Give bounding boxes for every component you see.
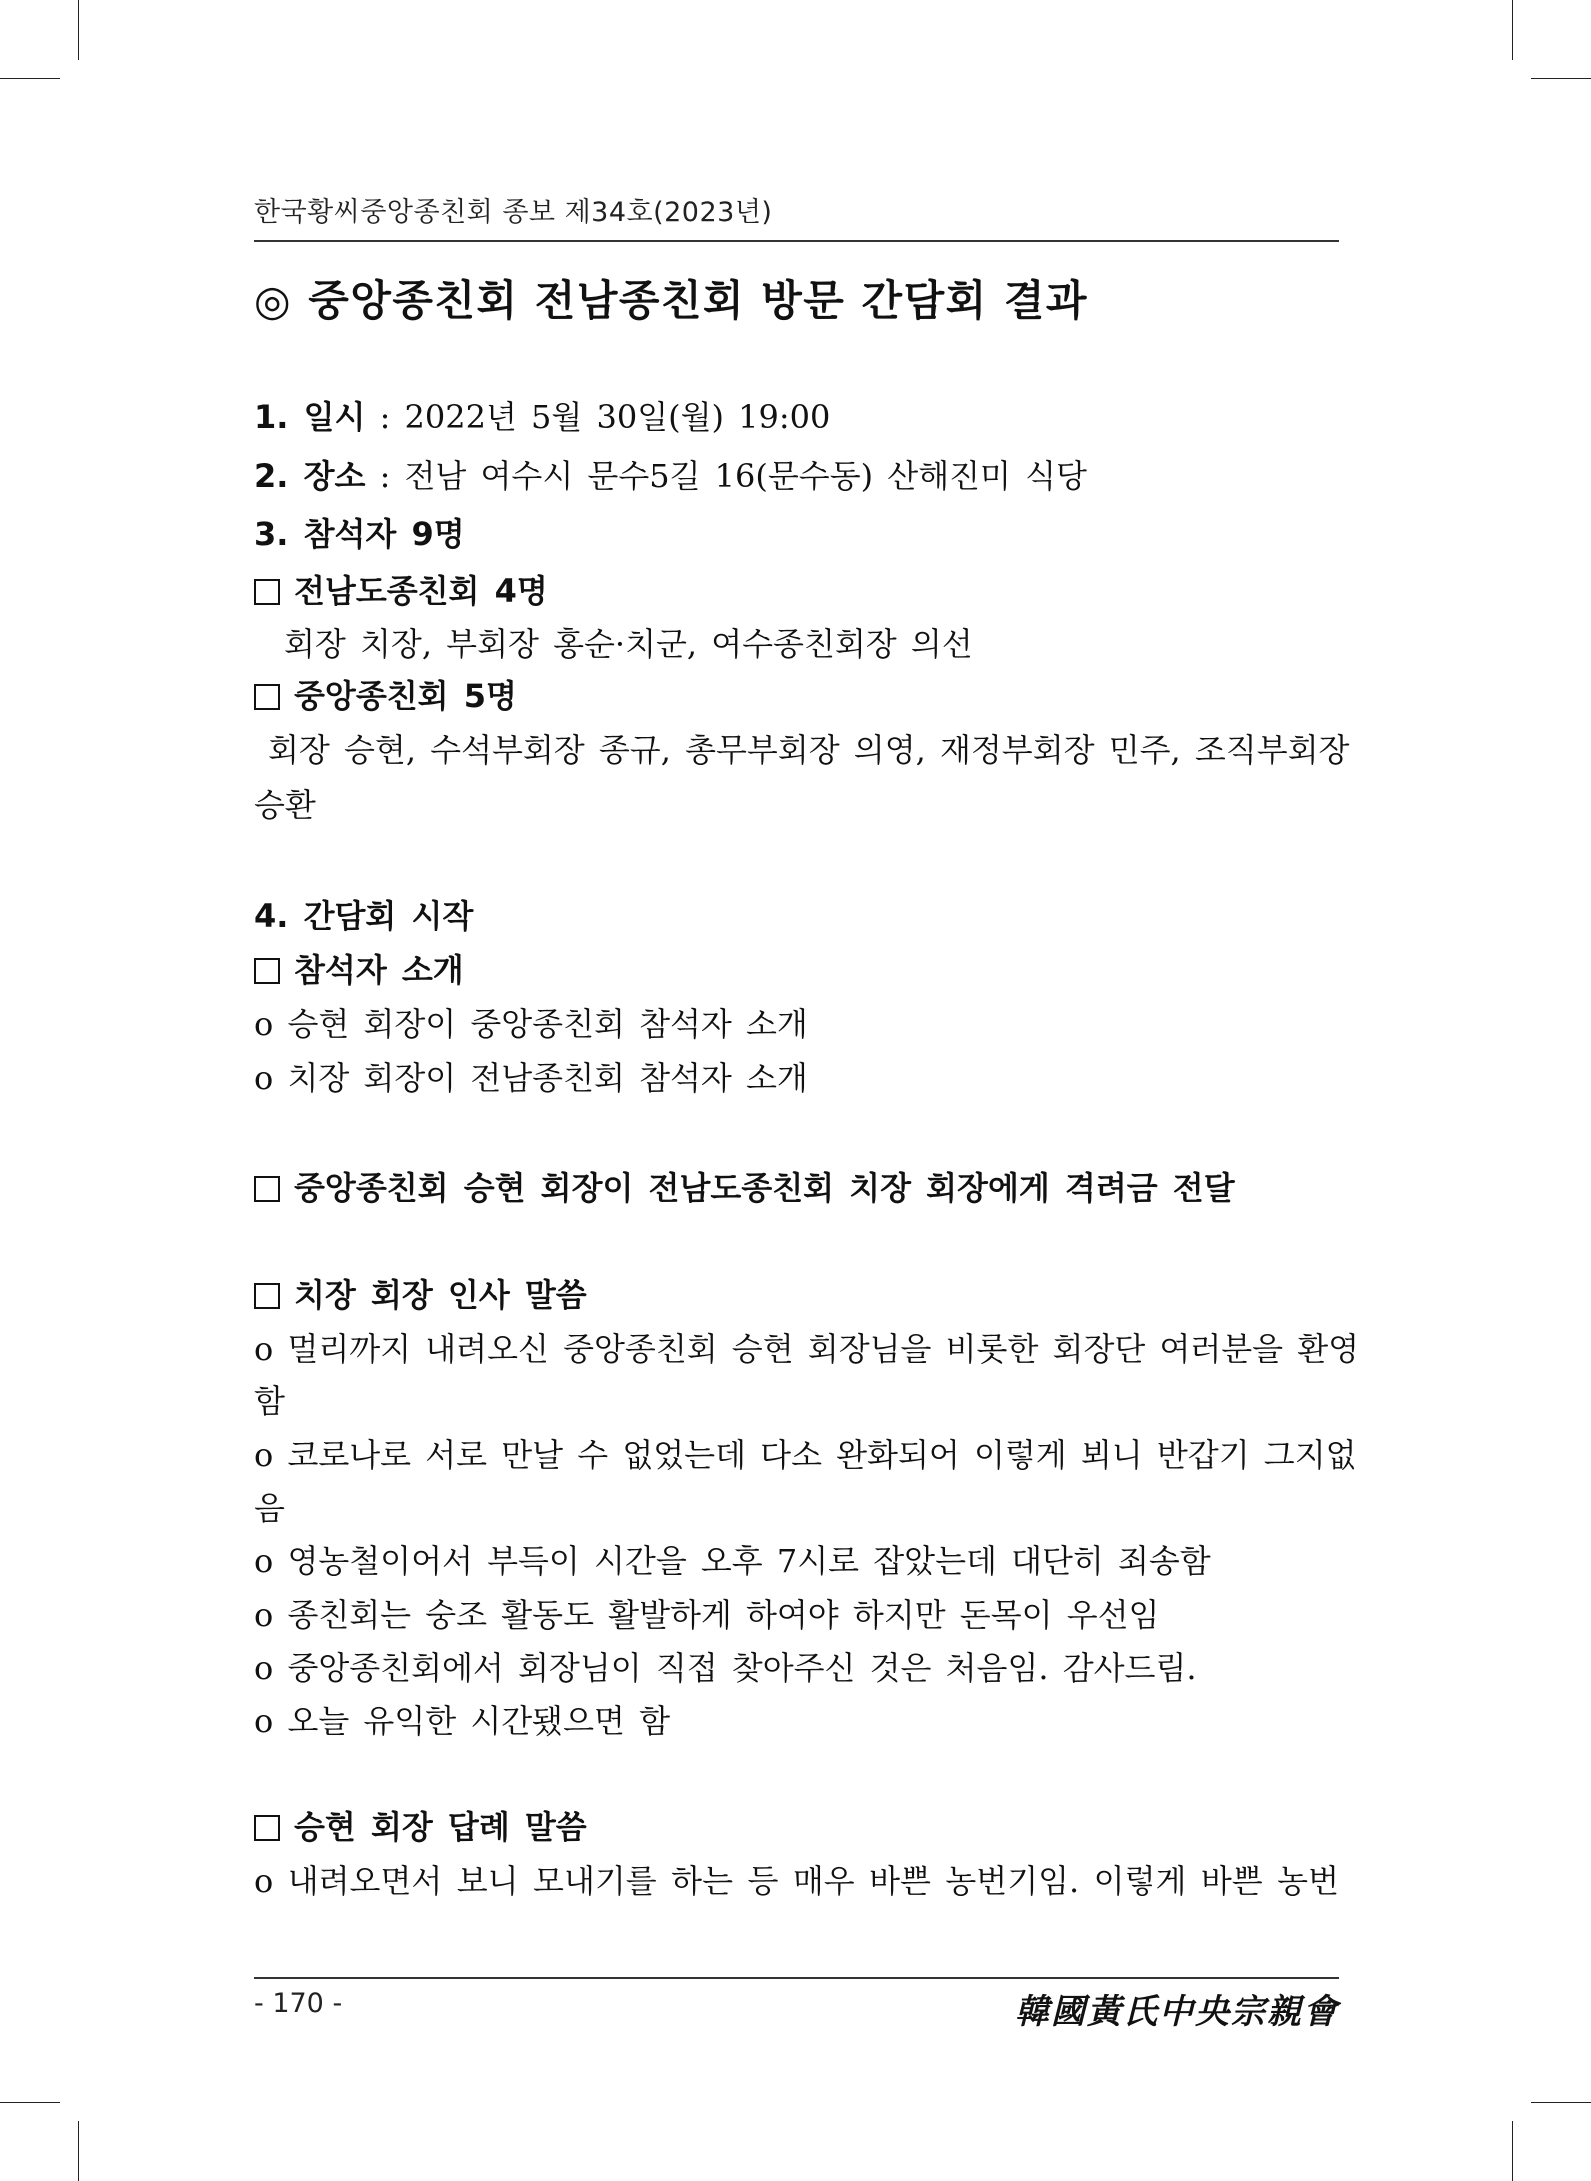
meeting-heading: 4. 간담회 시작 [254, 897, 474, 935]
crop-mark [1512, 2121, 1513, 2181]
checkbox-square-icon [254, 684, 280, 710]
crop-mark [1531, 78, 1591, 79]
list-item: o 치장 회장이 전남종친회 참석자 소개 [254, 1059, 808, 1097]
central-heading [254, 676, 1339, 716]
list-item: o 종친회는 숭조 활동도 활발하게 하여야 하지만 돈목이 우선임 [254, 1596, 1160, 1634]
seunghyun-heading-text: 승현 회장 답례 말씀 [294, 1808, 587, 1846]
central-heading-text: 중앙종친회 5명 [294, 677, 517, 715]
jeonnam-members: 회장 치장, 부회장 홍순·치군, 여수종친회장 의선 [284, 625, 973, 663]
chijang-heading [254, 1275, 1339, 1315]
jeonnam-heading-text: 전남도종친회 4명 [294, 572, 548, 610]
chijang-heading-text: 치장 회장 인사 말씀 [294, 1276, 587, 1314]
checkbox-square-icon [254, 1283, 280, 1309]
checkbox-square-icon [254, 1815, 280, 1841]
checkbox-square-icon [254, 579, 280, 605]
list-item: o 코로나로 서로 만날 수 없었는데 다소 완화되어 이렇게 뵈니 반갑기 그지없 [254, 1436, 1357, 1474]
crop-mark [0, 2102, 60, 2103]
fund-heading [254, 1168, 1339, 1208]
list-item-continuation: 함 [254, 1382, 285, 1420]
jeonnam-heading [254, 571, 1339, 611]
footer-rule [254, 1977, 1339, 1979]
crop-mark [78, 2121, 79, 2181]
list-item-continuation: 음 [254, 1489, 285, 1527]
place-line [254, 456, 1339, 496]
list-item: o 승현 회장이 중앙종친회 참석자 소개 [254, 1005, 808, 1043]
page-title: ◎ 중앙종친회 전남종친회 방문 간담회 결과 [254, 276, 1088, 325]
checkbox-square-icon [254, 958, 280, 984]
crop-mark [0, 78, 60, 79]
intro-heading [254, 950, 1339, 990]
attendees-heading: 3. 참석자 9명 [254, 515, 465, 553]
fund-heading-text: 중앙종친회 승현 회장이 전남도종친회 치장 회장에게 격려금 전달 [294, 1169, 1235, 1207]
crop-mark [1512, 0, 1513, 60]
list-item: o 오늘 유익한 시간됐으면 함 [254, 1702, 670, 1740]
central-members-line1: 회장 승현, 수석부회장 종규, 총무부회장 의영, 재정부회장 민주, 조직부회장 [268, 731, 1350, 769]
header-rule [254, 240, 1339, 242]
organization-name: 韓國黃氏中央宗親會 [1015, 1992, 1339, 2032]
date-label: 1. 일시 [254, 398, 366, 436]
place-label: 2. 장소 [254, 457, 366, 495]
page-number: - 170 - [254, 1988, 343, 2019]
place-value: : 전남 여수시 문수5길 16(문수동) 산해진미 식당 [365, 457, 1087, 495]
seunghyun-heading [254, 1807, 1339, 1847]
list-item: o 내려오면서 보니 모내기를 하는 등 매우 바쁜 농번기임. 이렇게 바쁜 농번 [254, 1862, 1339, 1900]
crop-mark [1531, 2102, 1591, 2103]
list-item: o 영농철이어서 부득이 시간을 오후 7시로 잡았는데 대단히 죄송함 [254, 1542, 1211, 1580]
list-item: o 중앙종친회에서 회장님이 직접 찾아주신 것은 처음임. 감사드림. [254, 1649, 1197, 1687]
date-line [254, 397, 1339, 437]
crop-mark [78, 0, 79, 60]
central-members-line2: 승환 [254, 786, 316, 824]
list-item: o 멀리까지 내려오신 중앙종친회 승현 회장님을 비롯한 회장단 여러분을 환영 [254, 1330, 1360, 1368]
date-value: : 2022년 5월 30일(월) 19:00 [365, 398, 831, 436]
running-head: 한국황씨중앙종친회 종보 제34호(2023년) [254, 197, 773, 228]
intro-heading-text: 참석자 소개 [294, 951, 464, 989]
checkbox-square-icon [254, 1176, 280, 1202]
